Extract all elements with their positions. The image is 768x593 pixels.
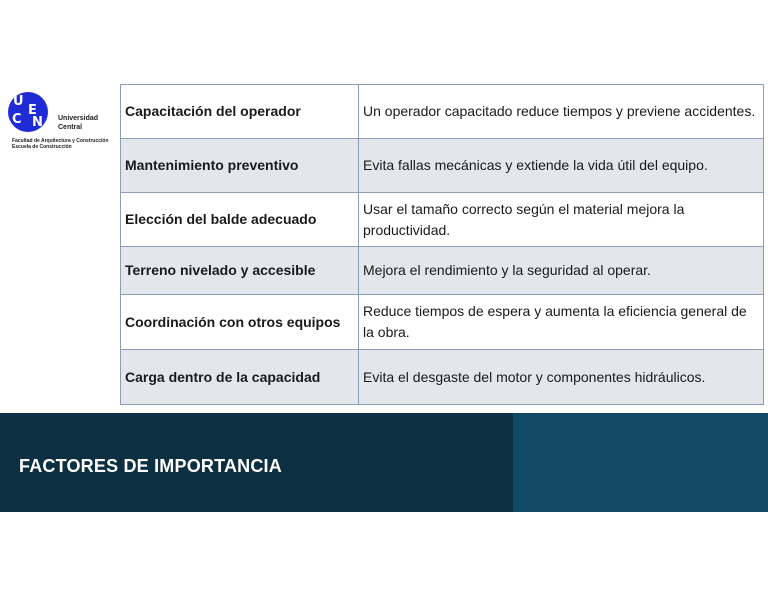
description-cell: Un operador capacitado reduce tiempos y previene accidentes. (359, 85, 764, 139)
description-cell: Mejora el rendimiento y la seguridad al operar. (359, 247, 764, 295)
table-row (121, 85, 764, 139)
description-cell: Reduce tiempos de espera y aumenta la eficiencia general de la obra. (359, 295, 764, 350)
factor-cell: Capacitación del operador (121, 85, 359, 139)
factor-cell: Mantenimiento preventivo (121, 139, 359, 193)
table-row (121, 193, 764, 247)
table-row (121, 295, 764, 350)
description-cell: Usar el tamaño correcto según el material mejora la productividad. (359, 193, 764, 247)
factor-cell: Carga dentro de la capacidad (121, 350, 359, 405)
logo-letter-u: U (13, 94, 24, 109)
factors-table (120, 84, 764, 405)
faculty-label: Facultad de Arquitectura y Construcción Escuela de Construcción (12, 138, 109, 150)
description-cell: Evita fallas mecánicas y extiende la vida útil del equipo. (359, 139, 764, 193)
table-row (121, 247, 764, 295)
factor-cell: Terreno nivelado y accesible (121, 247, 359, 295)
factor-cell: Elección del balde adecuado (121, 193, 359, 247)
table-row (121, 139, 764, 193)
factor-cell: Coordinación con otros equipos (121, 295, 359, 350)
table-row (121, 350, 764, 405)
description-cell: Evita el desgaste del motor y componentes hidráulicos. (359, 350, 764, 405)
section-title: FACTORES DE IMPORTANCIA (19, 456, 282, 476)
logo-letter-c: C (12, 112, 22, 127)
logo-emblem-icon (8, 92, 48, 132)
logo-letter-n: N (32, 115, 43, 130)
logo-letter-e: E (28, 103, 37, 118)
title-band-right (513, 413, 768, 512)
university-name: Universidad Central (58, 115, 99, 131)
university-logo (8, 92, 120, 156)
